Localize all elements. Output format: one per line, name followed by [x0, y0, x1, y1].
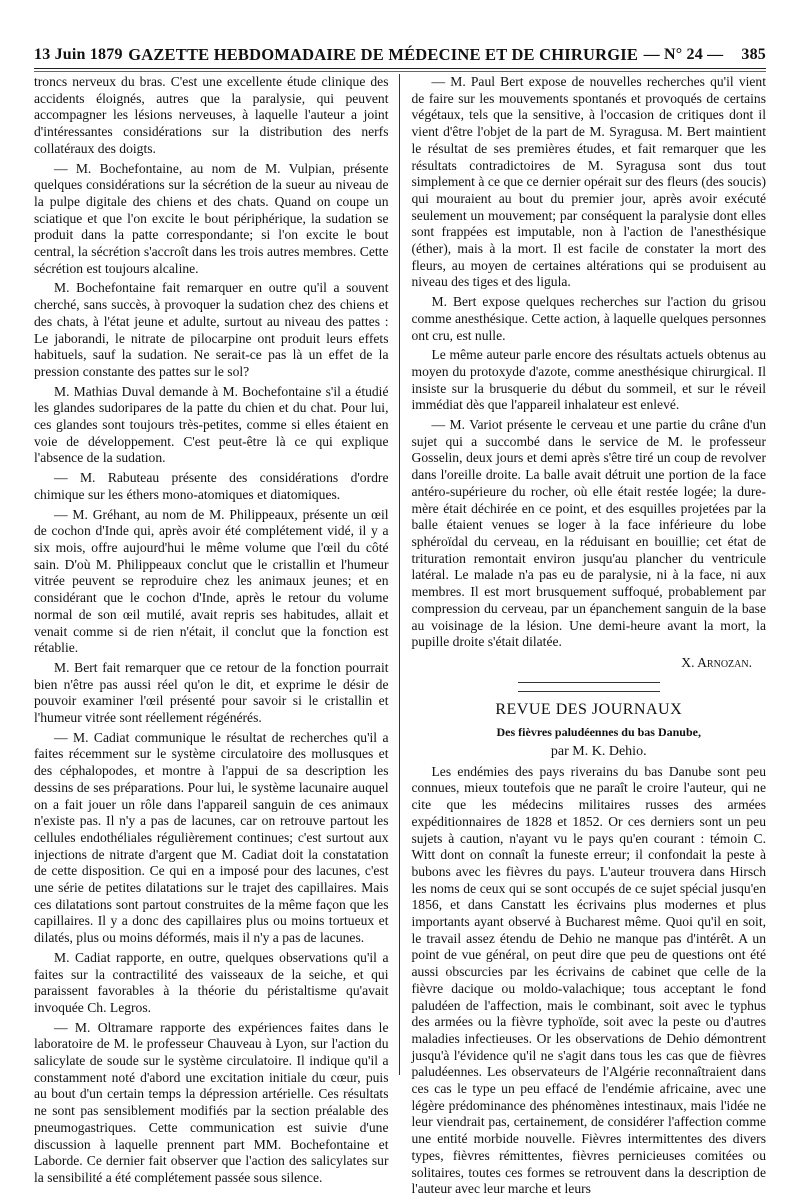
signature: X. Arnozan.: [681, 654, 752, 670]
page-header: [34, 44, 766, 66]
paragraph: M. Bochefontaine fait remarquer en outre qu'il a souvent cherché, sans succès, à provoquer la sudation chez des chiens et des chats, à l'état jeune et adulte, surtout au niveau des pattes : Le jaborandi, le nitrate de pilocarpine ont produit leurs effets habituels, sauf la sudation. Ne serait-ce pas là un effet de la pression constante des pattes sur le sol?: [34, 280, 389, 379]
paragraph: M. Bert fait remarquer que ce retour de la fonction pourrait bien n'être pas aussi réel qu'on le dit, et exprime le désir de pouvoir examiner l'œil présenté pour savoir si le cristallin et l'humeur vitrée sont réellement régénérés.: [34, 659, 389, 726]
paragraph: — M. Gréhant, au nom de M. Philippeaux, présente un œil de cochon d'Inde qui, après avoir été complétement vidé, il y a six mois, offre aujourd'hui le même volume que l'œil du côté sain. D'où M. Philippeaux conclut que le cristallin et l'humeur vitrée peuvent se reproduire chez les animaux jeunes; et en considérant que le cochon d'Inde, après le retour du volume normal de son œil mutilé, avait repris ses habitudes, allait et venait comme si de rien n'était, il conclut que la fonction est rétablie.: [34, 506, 389, 656]
paragraph: — M. Variot présente le cerveau et une partie du crâne d'un sujet qui a succombé dans le service de M. le professeur Gosselin, deux jours et demi après s'être tiré un coup de revolver dans l'oreille droite. La balle avait détruit une portion de la face antéro-supérieure du rocher, où elle était restée logée; la dure-mère était déchirée en ce point, et des esquilles projetées par la balle étaient venues se loger à la face inférieure du lobe sphéroïdal du cerveau, en la réduisant en bouillie; cet état de trituration remontait environ jusqu'au plancher du ventricule latéral. Le malade n'a pas eu de paralysie, ni à la face, ni aux membres. Il est mort brusquement suffoqué, probablement par compression du cerveau, par un épanchement sanguin de la base au voisinage de la lésion. Une demi-heure avant la mort, la pupille droite s'était dilatée.: [411, 417, 766, 650]
article-title: Des fièvres paludéennes du bas Danube,: [496, 725, 701, 740]
paragraph: — M. Bochefontaine, au nom de M. Vulpian, présente quelques considérations sur la sécrétion de la sueur au niveau de la pulpe digitale des chiens et des chats. Quand on coupe un sciatique et que l'on excite le bout périphérique, la sudation se produit dans la patte correspondante; si l'on excite le bout central, la sécrétion s'accroît dans les trois autres membres. Cette sécrétion est toujours alcaline.: [34, 160, 389, 276]
paragraph: — M. Paul Bert expose de nouvelles recherches qu'il vient de faire sur les mouvements spontanés et provoqués de certains végétaux, tels que la sensitive, à l'occasion de critiques dont il vient d'être l'objet de la part de M. Syragusa. M. Bert maintient le résultat de ses premières études, et fait remarquer que les résultats contradictoires de M. Syragusa sont dus tout simplement à ce que ce dernier opérait sur des fleurs (des soucis) qui mouraient au bout du premier jour, après avoir exécuté seulement un mouvement; par conséquent la paralysie dont elles sont frappées est imputable, non à l'action de l'anesthésique (éther), mais à la mort. Il est facile de constater la mort des fleurs, au moyen de certaines altérations qui se produisent au niveau des tiges et des ligula.: [411, 74, 766, 290]
header-right: [644, 46, 766, 64]
issue-number: — N° 24 —: [643, 46, 724, 63]
text-columns: [34, 74, 766, 1197]
page-number: 385: [741, 46, 766, 63]
left-column: [34, 74, 399, 1185]
paragraph: M. Mathias Duval demande à M. Bochefontaine s'il a étudié les glandes sudoripares de la patte du chien et du chat. Pour lui, ces glandes sont toujours très-petites, comme si elles étaient en voie de développement. C'est peut-être là ce qui explique l'absence de la sudation.: [34, 383, 389, 466]
section-separator-2: [518, 691, 660, 692]
section-separator: [518, 682, 660, 683]
paragraph: — M. Rabuteau présente des considérations d'ordre chimique sur les éthers mono-atomiques et diatomiques.: [34, 470, 389, 502]
header-rule-thin: [34, 71, 766, 72]
journal-title: GAZETTE HEBDOMADAIRE DE MÉDECINE ET DE CHIRURGIE: [128, 45, 639, 64]
paragraph: M. Cadiat rapporte, en outre, quelques observations qu'il a faites sur la contractilité des vaisseaux de la seiche, et qui paraissent favorables à la théorie du péristaltisme qu'avait invoquée Ch. Legros.: [34, 949, 389, 1015]
article-author: par M. K. Dehio.: [550, 744, 647, 760]
header-date: 13 Juin 1879: [34, 46, 123, 63]
article-body: Les endémies des pays riverains du bas Danube sont peu connues, mieux toutefois que ne paraît le croire l'auteur, qui ne cite que les médecins militaires russes des armées expéditionnaires de 1828 et 1852. Or ces derniers sont un peu sujets à caution, n'ayant vu le pays qu'en courant : témoin C. Witt dont on connaît la funeste erreur; il confondait la peste à bubons avec les fièvres du pays. L'auteur trouvera dans Hirsch les noms de ceux qui se sont occupés de ce sujet spécial jusqu'en 1856, et dans Canstatt les écrivains plus modernes et plus importants ayant observé à Bucharest même. Quoi qu'il en soit, le travail assez étendu de Dehio ne manque pas d'intérêt. A un point de vue général, on peut dire que peu de questions ont été aussi obscurcies par les écrivains de cabinet que celle de la fièvre dacique ou moldo-valachique; tous acceptant le fond paludéen de l'affection, mais le combinant, soit avec le typhus des armées ou la fièvre typhoïde, soit avec la peste ou d'autres maladies infectieuses. Or les observations de Dehio démontrent jusqu'à l'évidence qu'il ne s'agit dans tous les cas que de fièvres paludéennes. Les observateurs de l'Algérie reconnaîtraient dans ces cas le type un peu effacé de l'endémie africaine, avec une légère prédominance des phénomènes intestinaux, mais l'idée ne leur viendrait pas, certainement, de considérer l'affection comme une entité morbide nouvelle. Fièvres intermittentes des divers types, fièvres rémittentes, fièvres pernicieuses comitées ou solitaires, toutes ces formes se retrouvent dans la description de l'auteur avec leur marche et leurs: [411, 763, 766, 1197]
paragraph: Le même auteur parle encore des résultats actuels obtenus au moyen du protoxyde d'azote, comme anesthésique chirurgical. Il insiste sur la brusquerie du début du sommeil, et sur le réveil immédiat dès que l'appareil inhalateur est enlevé.: [411, 347, 766, 413]
paragraph: — M. Oltramare rapporte des expériences faites dans le laboratoire de M. le professeur Chauveau à Lyon, sur l'action du salicylate de soude sur le système circulatoire. Il indique qu'il a constamment noté d'abord une excitation initiale du cœur, puis au bout d'un certain temps la dépression artérielle. Ces résultats ne sont pas sensiblement modifiés par la section préalable des pneumogastriques. Cette communication est suivie d'une discussion à laquelle prennent part MM. Bochefontaine et Laborde. Ce dernier fait observer que l'action des salicylates sur la sensibilité a été complétement passée sous silence.: [34, 1019, 389, 1185]
paragraph: M. Bert expose quelques recherches sur l'action du grisou comme anesthésique. Cette action, à laquelle quelques personnes ont cru, est nulle.: [411, 294, 766, 343]
header-rule: [34, 68, 766, 69]
paragraph: troncs nerveux du bras. C'est une excellente étude clinique des accidents éloignés, autres que la paralysie, qui peuvent accompagner les lésions nerveuses, à laquelle l'auteur a joint d'intéressantes considérations sur la distribution des nerfs collatéraux des doigts.: [34, 74, 389, 156]
paragraph: — M. Cadiat communique le résultat de recherches qu'il a faites récemment sur le système circulatoire des mollusques et des céphalopodes, et montre à l'appui de sa description les dessins de ses préparations. Pour lui, le système lacunaire auquel on a fait jouer un rôle dans l'appareil sanguin de ces animaux n'existe pas. Il n'y a pas de lacunes, car on retrouve partout les cellules endothéliales régulièrement continues; c'est surtout aux injections de nitrate d'argent que M. Cadiat doit la constatation de cette disposition. Ce qui en a imposé pour des lacunes, c'est une série de petites dilatations sur le trajet des capillaires. Mais ces dilatations sont partout construites de la même façon que les capillaires. Il y a donc des capillaires plus ou moins tortueux et dilatés, plus ou moins déformés, mais il n'y a pas de lacunes.: [34, 729, 389, 946]
right-column: [399, 74, 767, 1197]
section-heading: REVUE DES JOURNAUX: [495, 700, 683, 718]
